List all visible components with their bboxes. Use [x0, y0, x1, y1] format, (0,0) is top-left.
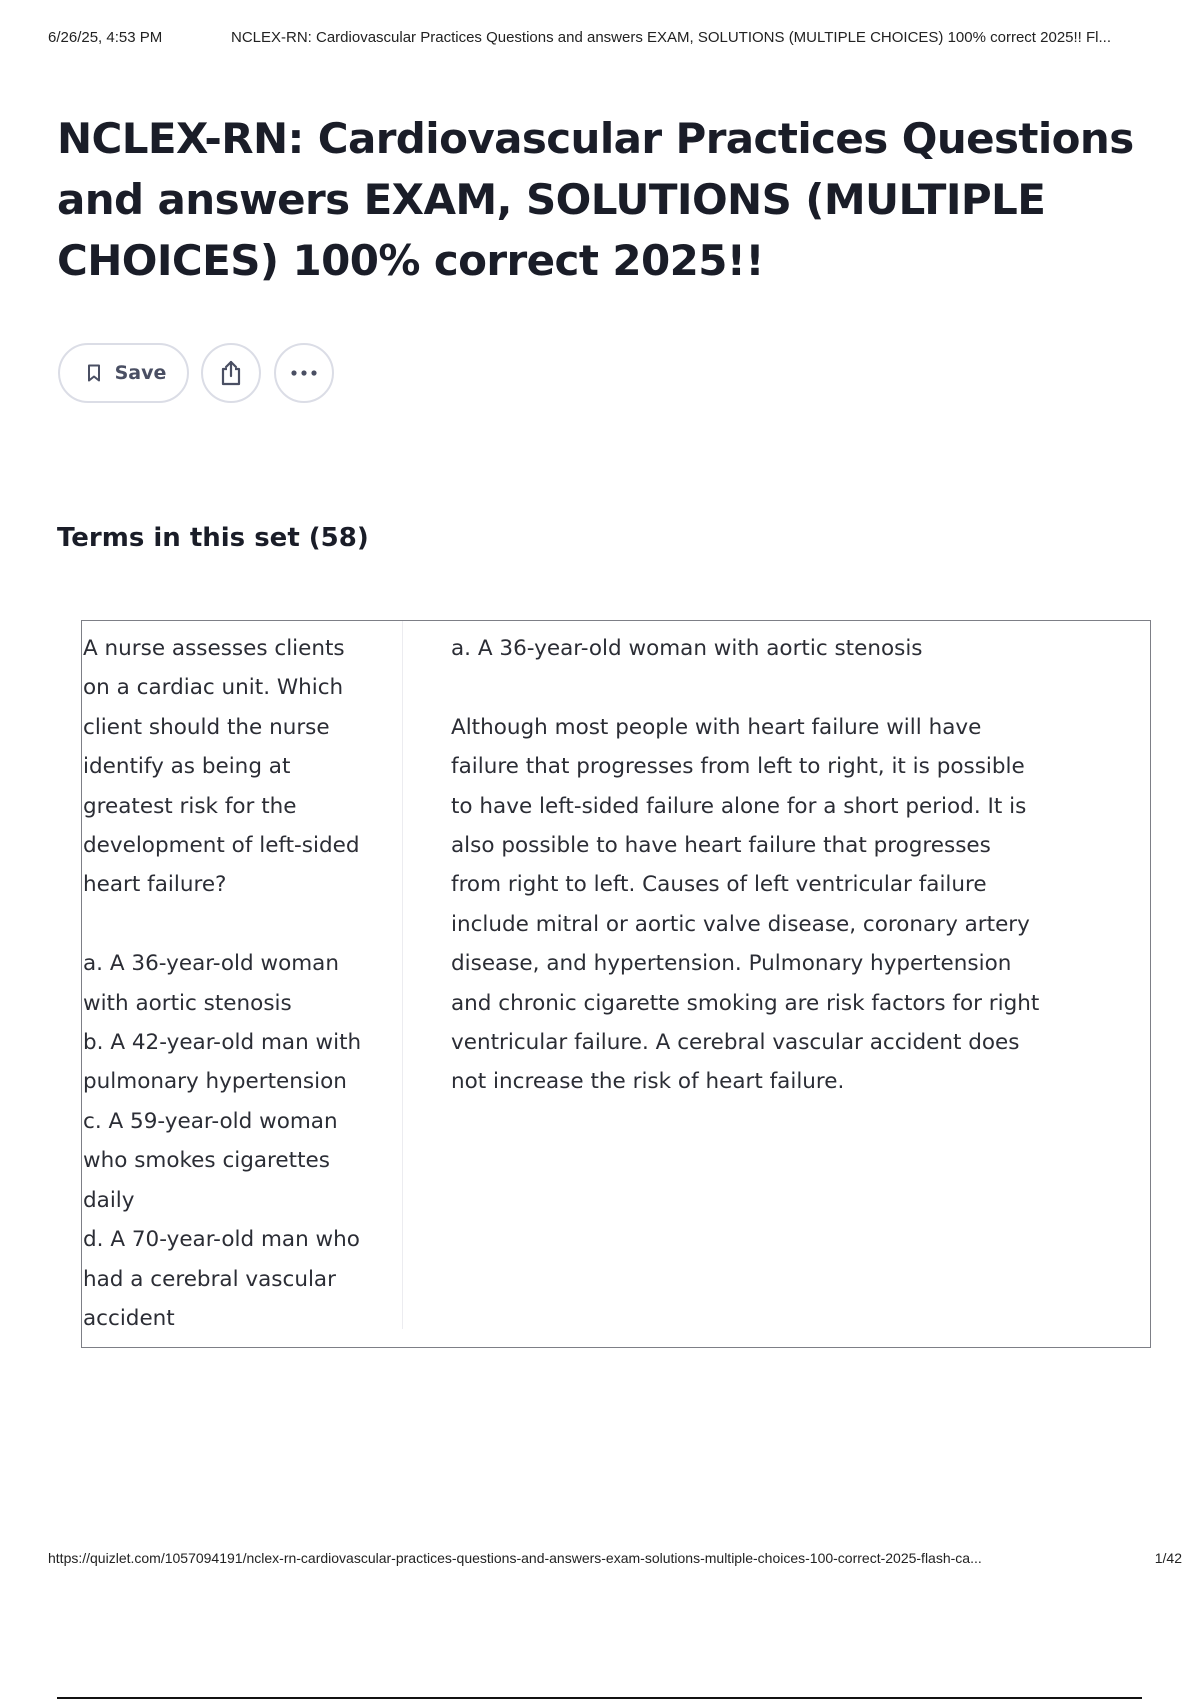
terms-heading: Terms in this set (58): [57, 523, 369, 553]
print-footer: [48, 1550, 1182, 1570]
share-icon: [218, 359, 244, 387]
save-button-label: Save: [114, 362, 167, 384]
print-page-number: 1/42: [1154, 1550, 1182, 1566]
term-text: A nurse assesses clients on a cardiac unit. Which client should the nurse identify as being at greatest risk for the development of left-sided heart failure? a. A 36-year-old woman with aortic stenosis b. A 42-year-old man with pulmonary hypertension c. A 59-year-old woman who smokes cigarettes daily d. A 70-year-old man who had a cerebral vascular accident: [83, 636, 362, 1331]
print-document-title: NCLEX-RN: Cardiovascular Practices Questions and answers EXAM, SOLUTIONS (MULTIPLE CHOICES) 100% correct 2025!! Fl...: [231, 29, 1112, 46]
bookmark-icon: [87, 364, 101, 382]
set-actions: [58, 343, 334, 403]
more-options-icon: [290, 369, 318, 377]
print-datetime: 6/26/25, 4:53 PM: [48, 29, 163, 46]
save-button[interactable]: [58, 343, 189, 403]
print-url: https://quizlet.com/1057094191/nclex-rn-cardiovascular-practices-questions-and-answers-exam-solutions-multiple-choices-100-correct-2025-flash-ca...: [48, 1550, 982, 1566]
share-button[interactable]: [201, 343, 261, 403]
more-options-button[interactable]: [274, 343, 334, 403]
print-header: [48, 29, 1182, 49]
set-title: NCLEX-RN: Cardiovascular Practices Questions and answers EXAM, SOLUTIONS (MULTIPLE CHOICES) 100% correct 2025!!: [57, 114, 1134, 285]
term-card: [81, 620, 1151, 1348]
bottom-divider: [57, 1697, 1142, 1699]
definition-text: a. A 36-year-old woman with aortic stenosis Although most people with heart failure will have failure that progresses from left to right, it is possible to have left-sided failure alone for a short period. It is also possible to have heart failure that progresses from right to left. Causes of left ventricular failure include mitral or aortic valve disease, coronary artery disease, and hypertension. Pulmonary hypertension and chronic cigarette smoking are risk factors for right ventricular failure. A cerebral vascular accident does not increase the risk of heart failure.: [451, 636, 1040, 1095]
card-divider: [402, 621, 403, 1329]
